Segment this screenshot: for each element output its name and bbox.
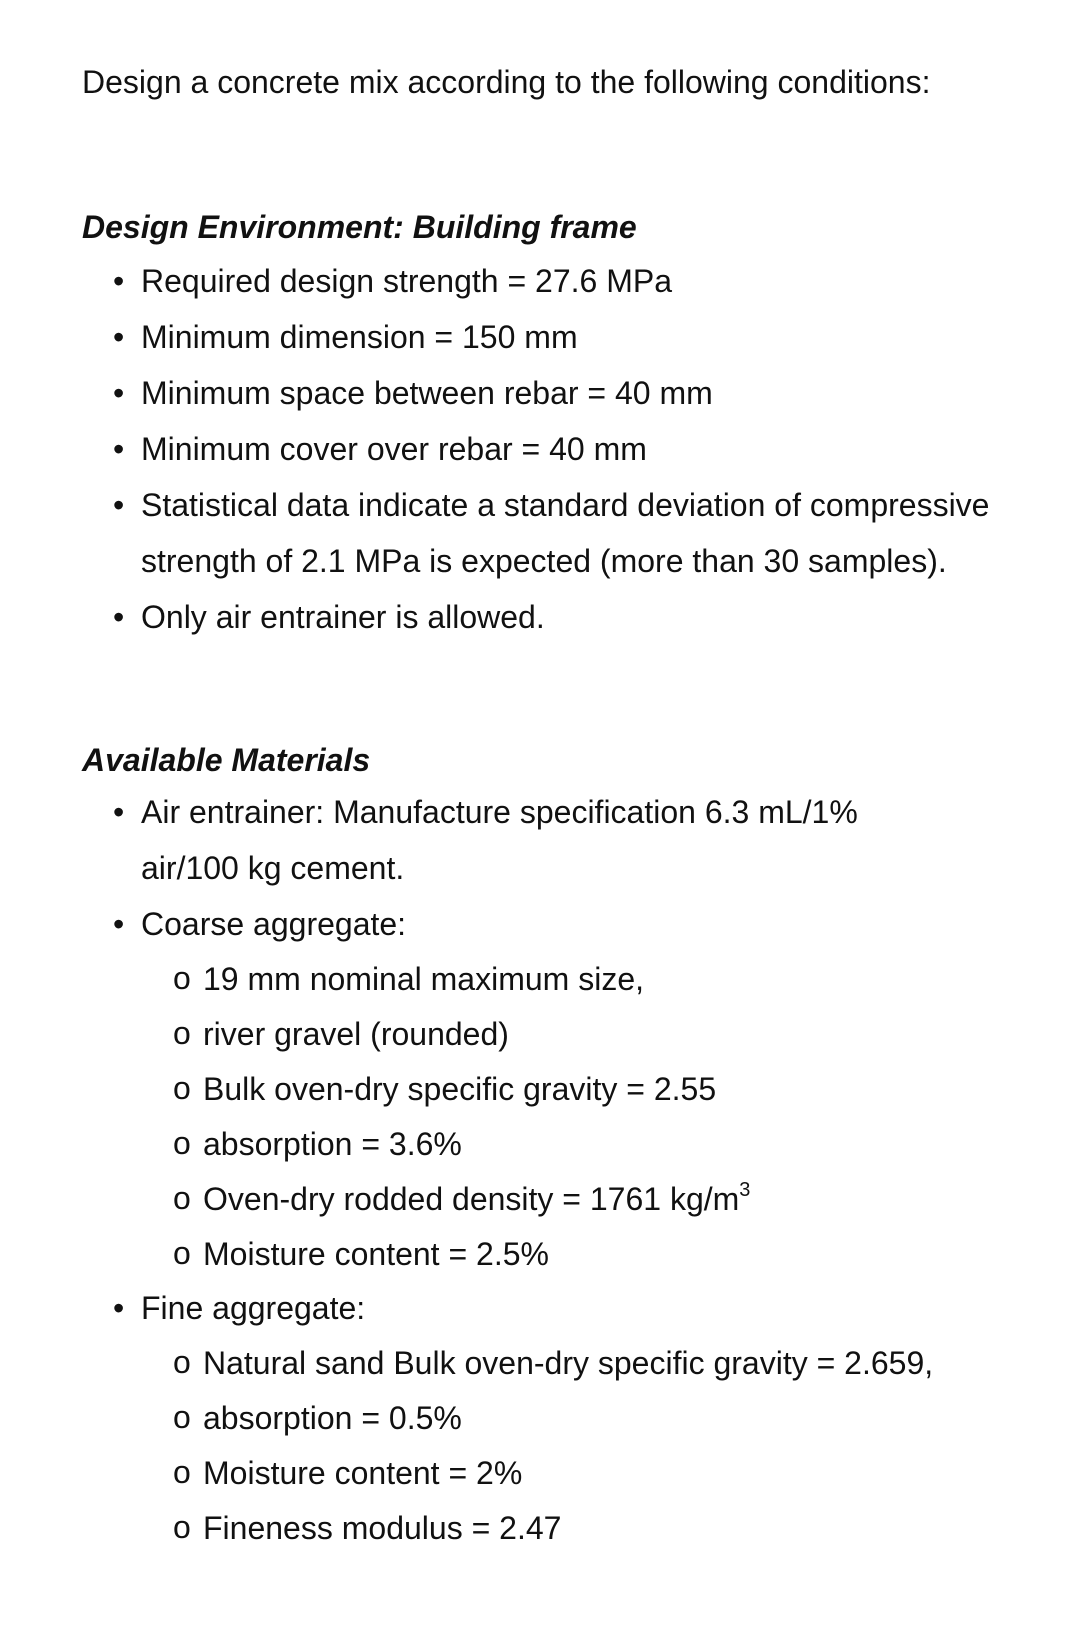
list-item: • Only air entrainer is allowed.: [113, 589, 1043, 645]
sub-list-item: o Oven-dry rodded density = 1761 $kg/m^3$: [141, 1172, 1043, 1227]
sub-list-item: o Fineness modulus = 2.47: [141, 1501, 1043, 1556]
circle-bullet-icon: o: [173, 1015, 191, 1051]
sub-list-item: o river gravel (rounded): [141, 1007, 1043, 1062]
list-item: • Statistical data indicate a standard deviation of compressive strength of 2.1 MPa is expected (more than 30 samples).: [113, 477, 1043, 589]
sub-list-item: o absorption = 0.5%: [141, 1391, 1043, 1446]
design-environment-title: Design Environment: Building frame: [82, 209, 637, 245]
bullet-icon: •: [113, 431, 125, 467]
bullet-icon: •: [113, 599, 125, 635]
coarse-aggregate-sublist: [141, 952, 1043, 1282]
circle-bullet-icon: o: [173, 1399, 191, 1435]
list-item: • Minimum cover over rebar = 40 mm: [113, 421, 1043, 477]
fine-aggregate-sublist: [141, 1336, 1043, 1556]
coarse-aggregate-item: • Coarse aggregate: o 19 mm nominal maximum size, o river gravel (rounded) o Bulk oven-dry specific gravity = 2.55 o absorption = 3.6% o Oven-dry rodded density = 1761 $kg/m^3$ o Moisture content = 2.5%: [113, 896, 1043, 1282]
circle-bullet-icon: o: [173, 960, 191, 996]
list-item: • Minimum dimension = 150 mm: [113, 309, 1043, 365]
air-entrainer-item: • Air entrainer: Manufacture specification 6.3 mL/1% air/100 kg cement.: [113, 784, 933, 896]
superscript: 3: [739, 1179, 751, 1202]
materials-list: [113, 784, 933, 896]
circle-bullet-icon: o: [173, 1454, 191, 1490]
circle-bullet-icon: o: [173, 1180, 191, 1216]
circle-bullet-icon: o: [173, 1070, 191, 1106]
intro-text: Design a concrete mix according to the following conditions:: [82, 64, 931, 100]
bullet-icon: •: [113, 375, 125, 411]
bullet-icon: •: [113, 794, 125, 830]
design-requirements-list: [113, 253, 1043, 645]
bullet-icon: •: [113, 1290, 125, 1326]
fine-aggregate-list: [113, 1280, 1043, 1556]
circle-bullet-icon: o: [173, 1125, 191, 1161]
sub-list-item: o absorption = 3.6%: [141, 1117, 1043, 1172]
sub-list-item: o Moisture content = 2%: [141, 1446, 1043, 1501]
sub-list-item: o Moisture content = 2.5%: [141, 1227, 1043, 1282]
bullet-icon: •: [113, 319, 125, 355]
circle-bullet-icon: o: [173, 1344, 191, 1380]
sub-list-item: o Bulk oven-dry specific gravity = 2.55: [141, 1062, 1043, 1117]
sub-list-item: o 19 mm nominal maximum size,: [141, 952, 1043, 1007]
coarse-aggregate-list: [113, 896, 1043, 1282]
bullet-icon: •: [113, 487, 125, 523]
circle-bullet-icon: o: [173, 1235, 191, 1271]
circle-bullet-icon: o: [173, 1509, 191, 1545]
list-item: • Required design strength = 27.6 MPa: [113, 253, 1043, 309]
sub-list-item: o Natural sand Bulk oven-dry specific gravity = 2.659,: [141, 1336, 1043, 1391]
list-item: • Minimum space between rebar = 40 mm: [113, 365, 1043, 421]
fine-aggregate-item: • Fine aggregate: o Natural sand Bulk oven-dry specific gravity = 2.659, o absorption = 0.5% o Moisture content = 2% o Fineness modulus = 2.47: [113, 1280, 1043, 1556]
available-materials-title: Available Materials: [82, 742, 371, 778]
bullet-icon: •: [113, 263, 125, 299]
bullet-icon: •: [113, 906, 125, 942]
